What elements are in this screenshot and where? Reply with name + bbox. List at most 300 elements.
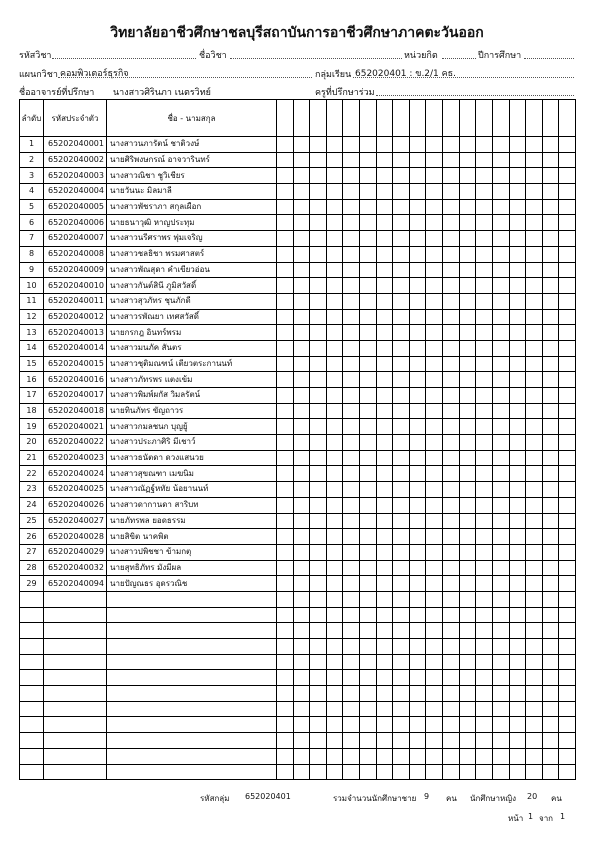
- row-number: 14: [20, 340, 44, 356]
- check-cell: [492, 309, 509, 325]
- check-cell: [426, 560, 443, 576]
- male-count: 9: [424, 792, 430, 801]
- student-name: นายภัทรพล ยอดธรรม: [107, 513, 277, 529]
- check-cell: [509, 623, 526, 639]
- check-cell: [277, 686, 294, 702]
- table-row: [20, 607, 576, 623]
- check-cell: [326, 309, 343, 325]
- check-cell: [277, 591, 294, 607]
- check-cell: [277, 560, 294, 576]
- check-cell: [492, 137, 509, 153]
- check-cell: [426, 278, 443, 294]
- check-cell: [542, 293, 559, 309]
- check-cell: [360, 607, 377, 623]
- check-cell: [343, 654, 360, 670]
- table-row: [20, 670, 576, 686]
- check-cell: [526, 748, 543, 764]
- header-blank-cell: [277, 100, 294, 137]
- check-cell: [293, 513, 310, 529]
- check-cell: [426, 497, 443, 513]
- check-cell: [343, 388, 360, 404]
- check-cell: [476, 435, 493, 451]
- check-cell: [293, 262, 310, 278]
- check-cell: [526, 388, 543, 404]
- check-cell: [542, 372, 559, 388]
- row-number: 7: [20, 231, 44, 247]
- check-cell: [343, 733, 360, 749]
- row-number: 27: [20, 544, 44, 560]
- check-cell: [409, 576, 426, 592]
- check-cell: [343, 278, 360, 294]
- check-cell: [409, 748, 426, 764]
- check-cell: [376, 403, 393, 419]
- check-cell: [492, 639, 509, 655]
- check-cell: [326, 215, 343, 231]
- header-blank-cell: [409, 100, 426, 137]
- student-id: 65202040024: [44, 466, 107, 482]
- check-cell: [443, 544, 460, 560]
- check-cell: [293, 560, 310, 576]
- check-cell: [542, 403, 559, 419]
- check-cell: [509, 639, 526, 655]
- check-cell: [526, 231, 543, 247]
- check-cell: [526, 293, 543, 309]
- check-cell: [393, 748, 410, 764]
- check-cell: [326, 168, 343, 184]
- check-cell: [376, 513, 393, 529]
- check-cell: [443, 356, 460, 372]
- check-cell: [509, 419, 526, 435]
- student-name: นางสาวมนภัค สันตร: [107, 340, 277, 356]
- check-cell: [426, 529, 443, 545]
- semester-line: [524, 58, 574, 59]
- check-cell: [476, 372, 493, 388]
- student-name: นางสาวกันต์สินี ภูมิสวัสดิ์: [107, 278, 277, 294]
- check-cell: [310, 654, 327, 670]
- check-cell: [360, 137, 377, 153]
- check-cell: [426, 309, 443, 325]
- check-cell: [526, 497, 543, 513]
- check-cell: [509, 701, 526, 717]
- check-cell: [360, 168, 377, 184]
- table-row: [20, 372, 576, 388]
- check-cell: [376, 607, 393, 623]
- check-cell: [277, 215, 294, 231]
- check-cell: [476, 591, 493, 607]
- check-cell: [443, 576, 460, 592]
- check-cell: [476, 356, 493, 372]
- check-cell: [426, 403, 443, 419]
- student-id-empty: [44, 733, 107, 749]
- check-cell: [277, 325, 294, 341]
- check-cell: [426, 639, 443, 655]
- table-row: [20, 701, 576, 717]
- check-cell: [459, 450, 476, 466]
- check-cell: [443, 419, 460, 435]
- check-cell: [559, 184, 576, 200]
- check-cell: [343, 419, 360, 435]
- table-row: [20, 340, 576, 356]
- row-number: 11: [20, 293, 44, 309]
- student-name: นางสาวชลธิชา พรมศาสตร์: [107, 246, 277, 262]
- table-row: [20, 262, 576, 278]
- check-cell: [559, 576, 576, 592]
- check-cell: [409, 152, 426, 168]
- student-name: นายวันนะ มิลมาลี: [107, 184, 277, 200]
- check-cell: [310, 199, 327, 215]
- check-cell: [559, 388, 576, 404]
- check-cell: [360, 639, 377, 655]
- check-cell: [509, 482, 526, 498]
- check-cell: [310, 701, 327, 717]
- check-cell: [326, 607, 343, 623]
- check-cell: [376, 137, 393, 153]
- student-id: 65202040004: [44, 184, 107, 200]
- check-cell: [393, 764, 410, 780]
- student-id: 65202040017: [44, 388, 107, 404]
- header-blank-cell: [443, 100, 460, 137]
- check-cell: [492, 701, 509, 717]
- check-cell: [542, 670, 559, 686]
- student-table: [19, 99, 576, 780]
- student-name-empty: [107, 764, 277, 780]
- check-cell: [293, 184, 310, 200]
- check-cell: [459, 670, 476, 686]
- check-cell: [426, 215, 443, 231]
- check-cell: [293, 748, 310, 764]
- check-cell: [476, 717, 493, 733]
- check-cell: [393, 654, 410, 670]
- check-cell: [509, 262, 526, 278]
- check-cell: [509, 215, 526, 231]
- check-cell: [326, 419, 343, 435]
- check-cell: [376, 340, 393, 356]
- check-cell: [310, 293, 327, 309]
- check-cell: [559, 199, 576, 215]
- check-cell: [426, 199, 443, 215]
- check-cell: [343, 670, 360, 686]
- check-cell: [360, 356, 377, 372]
- check-cell: [277, 388, 294, 404]
- credit-label: หน่วยกิต: [404, 51, 438, 61]
- check-cell: [393, 372, 410, 388]
- check-cell: [277, 466, 294, 482]
- check-cell: [277, 340, 294, 356]
- check-cell: [376, 639, 393, 655]
- check-cell: [409, 607, 426, 623]
- check-cell: [376, 686, 393, 702]
- check-cell: [492, 686, 509, 702]
- check-cell: [559, 686, 576, 702]
- table-row: [20, 215, 576, 231]
- check-cell: [277, 246, 294, 262]
- check-cell: [360, 591, 377, 607]
- check-cell: [343, 215, 360, 231]
- check-cell: [393, 199, 410, 215]
- check-cell: [526, 450, 543, 466]
- check-cell: [360, 748, 377, 764]
- check-cell: [459, 654, 476, 670]
- check-cell: [509, 340, 526, 356]
- check-cell: [559, 607, 576, 623]
- check-cell: [409, 199, 426, 215]
- student-id: 65202040025: [44, 482, 107, 498]
- check-cell: [293, 309, 310, 325]
- check-cell: [443, 231, 460, 247]
- check-cell: [509, 356, 526, 372]
- student-id: 65202040032: [44, 560, 107, 576]
- check-cell: [526, 607, 543, 623]
- check-cell: [559, 246, 576, 262]
- check-cell: [542, 340, 559, 356]
- check-cell: [509, 152, 526, 168]
- row-number: 22: [20, 466, 44, 482]
- check-cell: [443, 623, 460, 639]
- check-cell: [409, 419, 426, 435]
- check-cell: [393, 246, 410, 262]
- check-cell: [509, 450, 526, 466]
- header-blank-cell: [476, 100, 493, 137]
- check-cell: [293, 591, 310, 607]
- check-cell: [393, 623, 410, 639]
- student-id: 65202040029: [44, 544, 107, 560]
- check-cell: [360, 670, 377, 686]
- row-number: 19: [20, 419, 44, 435]
- check-cell: [492, 733, 509, 749]
- table-row: [20, 388, 576, 404]
- check-cell: [310, 497, 327, 513]
- student-id: 65202040094: [44, 576, 107, 592]
- check-cell: [492, 152, 509, 168]
- check-cell: [526, 199, 543, 215]
- check-cell: [293, 654, 310, 670]
- row-number: 18: [20, 403, 44, 419]
- row-number-empty: [20, 591, 44, 607]
- student-name-empty: [107, 717, 277, 733]
- check-cell: [277, 639, 294, 655]
- check-cell: [343, 748, 360, 764]
- check-cell: [509, 654, 526, 670]
- student-id: 65202040026: [44, 497, 107, 513]
- check-cell: [476, 215, 493, 231]
- student-name-empty: [107, 701, 277, 717]
- check-cell: [476, 654, 493, 670]
- check-cell: [443, 591, 460, 607]
- check-cell: [459, 403, 476, 419]
- check-cell: [277, 544, 294, 560]
- check-cell: [476, 639, 493, 655]
- check-cell: [310, 686, 327, 702]
- check-cell: [293, 670, 310, 686]
- check-cell: [326, 435, 343, 451]
- student-name: นายธนาวุฒิ หาญประทุม: [107, 215, 277, 231]
- check-cell: [509, 560, 526, 576]
- check-cell: [360, 497, 377, 513]
- student-name-empty: [107, 623, 277, 639]
- check-cell: [293, 686, 310, 702]
- table-row: [20, 623, 576, 639]
- check-cell: [409, 701, 426, 717]
- check-cell: [443, 686, 460, 702]
- check-cell: [326, 576, 343, 592]
- check-cell: [293, 701, 310, 717]
- check-cell: [343, 293, 360, 309]
- check-cell: [559, 670, 576, 686]
- check-cell: [426, 388, 443, 404]
- check-cell: [526, 701, 543, 717]
- check-cell: [542, 356, 559, 372]
- check-cell: [492, 388, 509, 404]
- check-cell: [526, 340, 543, 356]
- check-cell: [376, 497, 393, 513]
- check-cell: [476, 403, 493, 419]
- check-cell: [509, 544, 526, 560]
- check-cell: [476, 529, 493, 545]
- table-row: [20, 654, 576, 670]
- check-cell: [376, 278, 393, 294]
- check-cell: [360, 654, 377, 670]
- row-number-empty: [20, 654, 44, 670]
- check-cell: [559, 591, 576, 607]
- check-cell: [542, 184, 559, 200]
- male-unit: คน: [446, 794, 457, 803]
- check-cell: [559, 560, 576, 576]
- check-cell: [409, 215, 426, 231]
- check-cell: [426, 482, 443, 498]
- check-cell: [376, 450, 393, 466]
- check-cell: [459, 639, 476, 655]
- check-cell: [293, 639, 310, 655]
- check-cell: [492, 513, 509, 529]
- check-cell: [476, 686, 493, 702]
- check-cell: [476, 262, 493, 278]
- check-cell: [559, 309, 576, 325]
- table-row: [20, 717, 576, 733]
- check-cell: [393, 466, 410, 482]
- check-cell: [393, 293, 410, 309]
- check-cell: [376, 309, 393, 325]
- check-cell: [459, 435, 476, 451]
- student-name: นางสาวสุขณฑา เมฆนิม: [107, 466, 277, 482]
- check-cell: [343, 137, 360, 153]
- check-cell: [426, 137, 443, 153]
- check-cell: [393, 309, 410, 325]
- check-cell: [509, 591, 526, 607]
- check-cell: [293, 278, 310, 294]
- check-cell: [526, 639, 543, 655]
- check-cell: [542, 576, 559, 592]
- row-number: 5: [20, 199, 44, 215]
- check-cell: [360, 325, 377, 341]
- check-cell: [559, 497, 576, 513]
- check-cell: [443, 372, 460, 388]
- check-cell: [409, 654, 426, 670]
- check-cell: [409, 544, 426, 560]
- student-id-empty: [44, 717, 107, 733]
- check-cell: [310, 340, 327, 356]
- student-id-empty: [44, 686, 107, 702]
- check-cell: [326, 560, 343, 576]
- check-cell: [559, 623, 576, 639]
- check-cell: [476, 560, 493, 576]
- check-cell: [509, 372, 526, 388]
- check-cell: [310, 529, 327, 545]
- check-cell: [326, 184, 343, 200]
- check-cell: [542, 607, 559, 623]
- student-name: นายสิขิต นาคพิต: [107, 529, 277, 545]
- check-cell: [509, 199, 526, 215]
- check-cell: [426, 670, 443, 686]
- check-cell: [492, 246, 509, 262]
- row-number: 17: [20, 388, 44, 404]
- check-cell: [293, 403, 310, 419]
- check-cell: [326, 748, 343, 764]
- check-cell: [459, 497, 476, 513]
- check-cell: [492, 748, 509, 764]
- check-cell: [343, 482, 360, 498]
- header-blank-cell: [559, 100, 576, 137]
- check-cell: [393, 529, 410, 545]
- co-advisor-label: ครูที่ปรึกษาร่วม: [315, 88, 375, 98]
- table-row: [20, 497, 576, 513]
- check-cell: [509, 168, 526, 184]
- check-cell: [559, 419, 576, 435]
- student-name-empty: [107, 591, 277, 607]
- check-cell: [277, 435, 294, 451]
- check-cell: [326, 482, 343, 498]
- table-row: [20, 639, 576, 655]
- check-cell: [526, 262, 543, 278]
- student-id-empty: [44, 764, 107, 780]
- table-row: [20, 199, 576, 215]
- check-cell: [526, 576, 543, 592]
- check-cell: [492, 529, 509, 545]
- check-cell: [459, 764, 476, 780]
- check-cell: [393, 356, 410, 372]
- check-cell: [310, 356, 327, 372]
- check-cell: [509, 184, 526, 200]
- check-cell: [343, 184, 360, 200]
- check-cell: [360, 544, 377, 560]
- subject-name-label: ชื่อวิชา: [199, 51, 227, 61]
- table-header-row: [20, 100, 576, 137]
- check-cell: [542, 450, 559, 466]
- check-cell: [509, 717, 526, 733]
- student-id: 65202040022: [44, 435, 107, 451]
- check-cell: [310, 576, 327, 592]
- check-cell: [476, 764, 493, 780]
- check-cell: [459, 576, 476, 592]
- check-cell: [343, 262, 360, 278]
- check-cell: [393, 717, 410, 733]
- check-cell: [459, 231, 476, 247]
- check-cell: [393, 576, 410, 592]
- check-cell: [293, 388, 310, 404]
- check-cell: [409, 733, 426, 749]
- check-cell: [326, 764, 343, 780]
- check-cell: [326, 325, 343, 341]
- check-cell: [476, 497, 493, 513]
- check-cell: [293, 137, 310, 153]
- table-row: [20, 184, 576, 200]
- check-cell: [293, 466, 310, 482]
- check-cell: [310, 435, 327, 451]
- check-cell: [443, 733, 460, 749]
- check-cell: [360, 560, 377, 576]
- check-cell: [426, 764, 443, 780]
- check-cell: [360, 403, 377, 419]
- student-id: 65202040015: [44, 356, 107, 372]
